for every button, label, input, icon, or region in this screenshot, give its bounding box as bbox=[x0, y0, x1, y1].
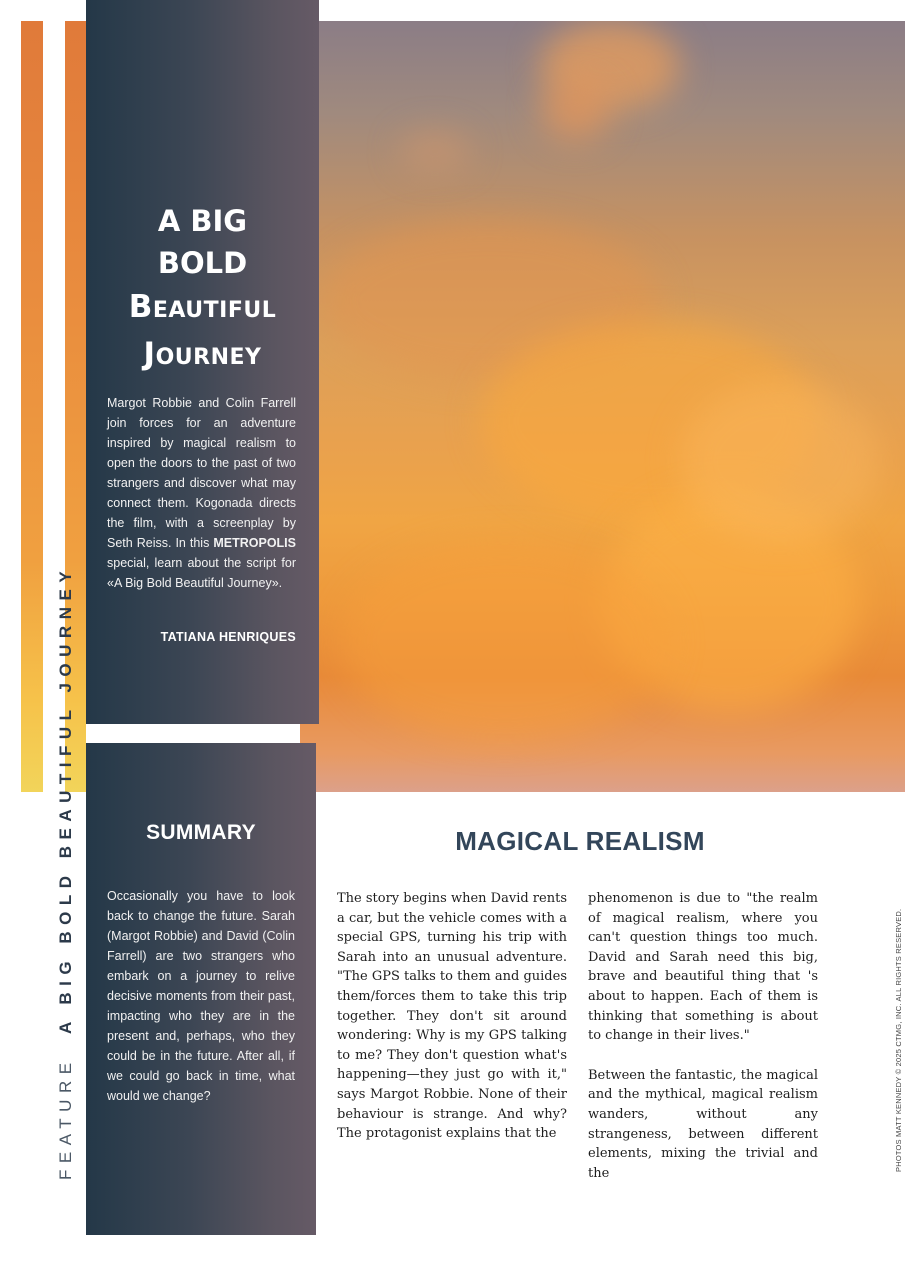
intro-text: Margot Robbie and Colin Farrell join forces for an adventure inspired by magical realism to open the doors to the past of two strangers and discover what may connect them. Kogonada directs the film, with a screenplay by Seth Reiss. In this bbox=[107, 396, 296, 550]
headline-line-4: Journey bbox=[143, 336, 262, 372]
headline bbox=[86, 200, 319, 378]
decorative-stripe-left bbox=[21, 21, 43, 792]
intro-text-end: special, learn about the script for «A Big Bold Beautiful Journey». bbox=[107, 556, 296, 590]
headline-line-3: Beautiful bbox=[128, 289, 277, 325]
sunset-sky-photo bbox=[300, 21, 905, 792]
title-panel bbox=[86, 0, 319, 724]
headline-line-2: BOLD bbox=[157, 246, 248, 280]
feature-label bbox=[56, 565, 76, 1180]
article-paragraph: Between the fantastic, the magical and the mythical, magical realism wanders, without any strangeness, between different elements, mixing the trivial and the bbox=[588, 1067, 818, 1181]
article-column-left bbox=[337, 889, 567, 1144]
article-paragraph: phenomenon is due to "the realm of magical realism, where you can't question things too much. David and Sarah need this big, brave and beautiful thing that 's about to happen. Each of them is thinking that something is about to change in their lives." bbox=[588, 891, 818, 1044]
intro-paragraph bbox=[107, 393, 296, 593]
section-title: MAGICAL REALISM bbox=[455, 826, 705, 856]
feature-label-prefix: FEATURE bbox=[56, 1056, 75, 1180]
summary-text: Occasionally you have to look back to change the future. Sarah (Margot Robbie) and David (Colin Farrell) are two strangers who embark on a journey to relive decisive moments from their past, impacting who they are in the present and, perhaps, who they could be in the future. After all, if we could go back in time, what would we change? bbox=[107, 889, 295, 1103]
article-column-right bbox=[588, 889, 818, 1183]
feature-label-title: A BIG BOLD BEAUTIFUL JOURNEY bbox=[56, 564, 75, 1034]
author-byline: TATIANA HENRIQUES bbox=[160, 630, 296, 644]
intro-highlight: METROPOLIS bbox=[213, 536, 296, 550]
summary-title: SUMMARY bbox=[146, 821, 256, 844]
photo-credits: PHOTOS MATT KENNEDY © 2025 CTMG, INC. ALL RIGHTS RESERVED. bbox=[894, 908, 903, 1172]
headline-line-1: A BIG bbox=[157, 204, 248, 238]
article-paragraph: The story begins when David rents a car, but the vehicle comes with a special GPS, turning his trip with Sarah into an unusual adventure. "The GPS talks to them and guides them/forces them to take this trip together. They don't sit around wondering: Why is my GPS talking to me? They don't question what's happening—they just go with it," says Margot Robbie. None of their behaviour is strange. And why? The protagonist explains that the bbox=[337, 891, 567, 1142]
